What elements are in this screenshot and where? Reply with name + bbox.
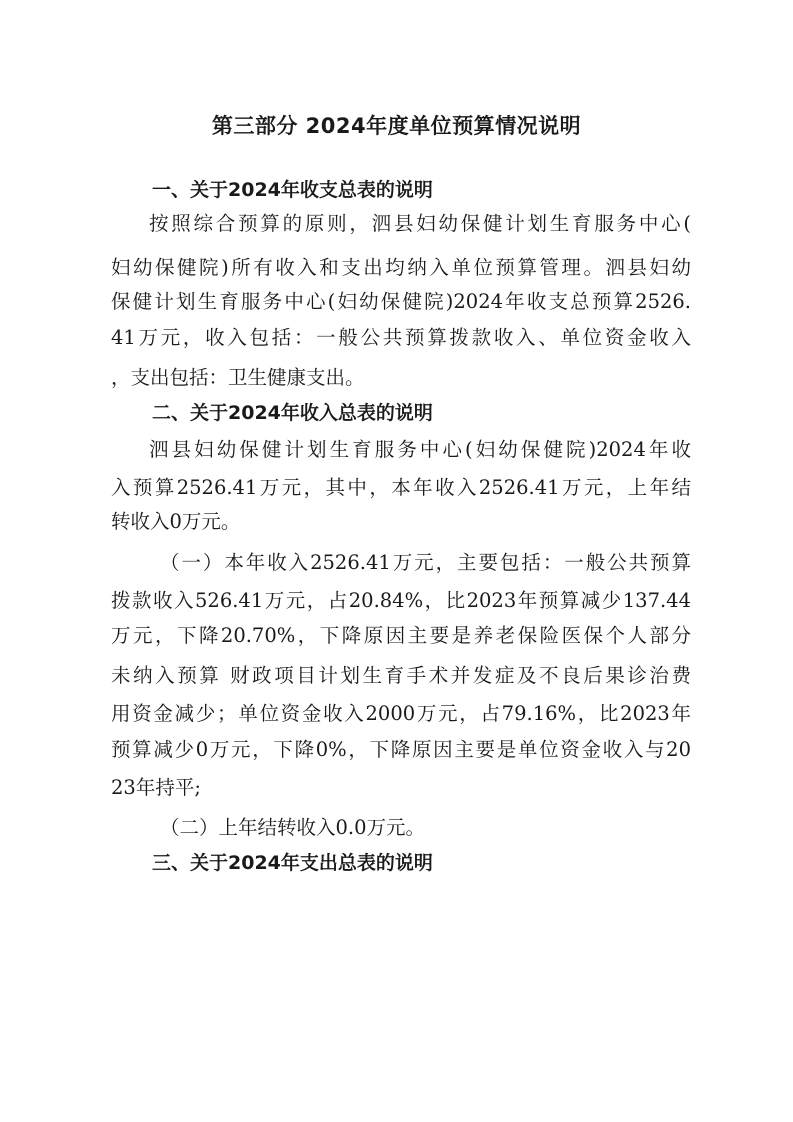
subsection-1-line: 未纳入预算 财政项目计划生育手术并发症及不良后果诊治费 [111,664,691,687]
section-2-heading: 二、关于2024年收入总表的说明 [152,402,433,424]
section-1-heading: 一、关于2024年收支总表的说明 [152,179,433,201]
section-2-paragraph-line: 泗县妇幼保健计划生育服务中心(妇幼保健院)2024年收 [149,438,691,461]
subsection-1-line: 预算减少0万元，下降0%，下降原因主要是单位资金收入与20 [111,738,691,761]
section-1-paragraph-line: ，支出包括：卫生健康支出。 [111,366,365,389]
section-3-heading: 三、关于2024年支出总表的说明 [152,852,433,874]
subsection-1-line: （一）本年收入2526.41万元，主要包括：一般公共预算 [160,551,691,574]
section-1-paragraph-line: 保健计划生育服务中心(妇幼保健院)2024年收支总预算2526. [111,290,691,313]
subsection-1-line: 23年持平; [111,776,201,799]
subsection-1-line: 用资金减少；单位资金收入2000万元，占79.16%，比2023年 [111,702,691,725]
section-1-paragraph-line: 妇幼保健院)所有收入和支出均纳入单位预算管理。泗县妇幼 [111,256,691,279]
section-1-paragraph-line: 41万元，收入包括：一般公共预算拨款收入、单位资金收入 [111,326,691,349]
section-2-paragraph-line: 转收入0万元。 [111,510,241,533]
subsection-1-line: 拨款收入526.41万元，占20.84%，比2023年预算减少137.44 [111,589,691,612]
subsection-2-line: （二）上年结转收入0.0万元。 [160,816,426,839]
section-2-paragraph-line: 入预算2526.41万元，其中，本年收入2526.41万元，上年结 [111,476,691,499]
subsection-1-line: 万元，下降20.70%，下降原因主要是养老保险医保个人部分 [111,624,691,647]
page-title: 第三部分 2024年度单位预算情况说明 [211,114,582,138]
section-1-paragraph-line: 按照综合预算的原则，泗县妇幼保健计划生育服务中心( [149,212,691,235]
